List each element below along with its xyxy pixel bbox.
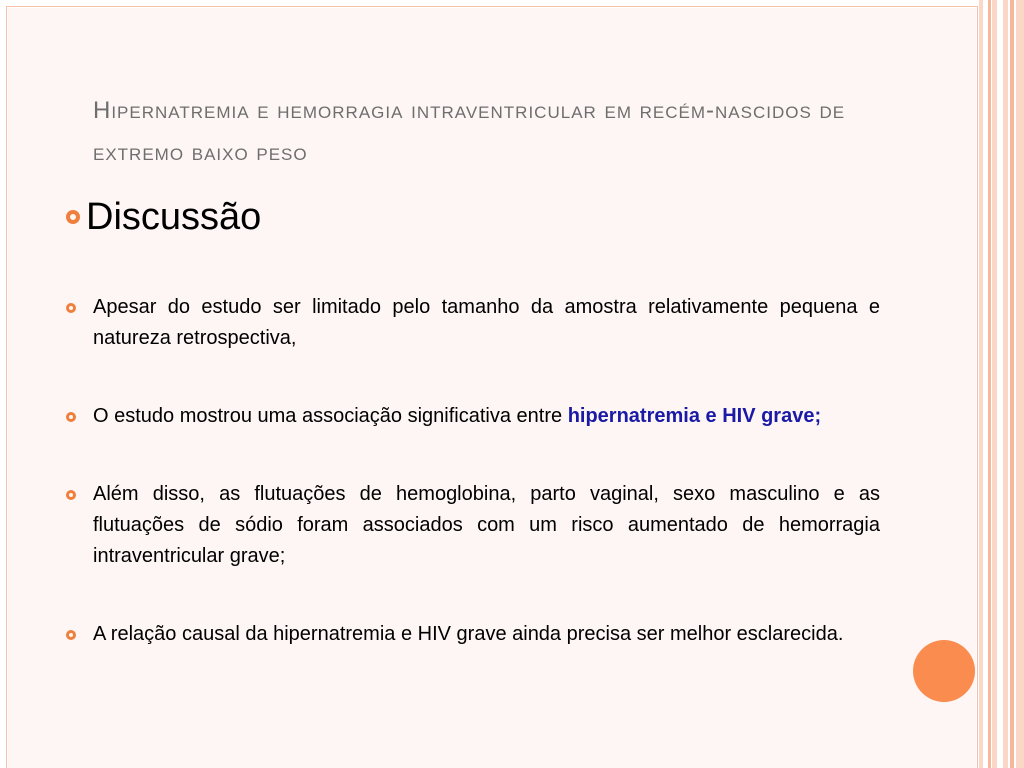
- section-heading-text: Discussão: [86, 196, 262, 238]
- list-item-text: Apesar do estudo ser limitado pelo tamanho da amostra relativamente pequena e natureza retrospectiva,: [93, 296, 880, 349]
- list-item-text: O estudo mostrou uma associação significativa entre: [93, 405, 568, 427]
- decorative-stripe: [992, 0, 997, 768]
- ring-bullet-icon: [66, 303, 76, 313]
- list-item: [66, 479, 880, 572]
- decorative-circle: [913, 640, 975, 702]
- bullet-list: [66, 292, 880, 650]
- decorative-stripe: [979, 0, 983, 768]
- ring-bullet-icon: [66, 490, 76, 500]
- highlighted-text: hipernatremia e HIV grave;: [567, 405, 822, 427]
- ring-bullet-icon: [66, 412, 76, 422]
- ring-bullet-icon: [66, 630, 76, 640]
- list-item-text: Além disso, as flutuações de hemoglobina, parto vaginal, sexo masculino e as flutuações de sódio foram associados com um risco aumentado de hemorragia intraventricular grave;: [93, 483, 880, 567]
- decorative-stripe: [1010, 0, 1014, 768]
- list-item: [66, 401, 880, 432]
- decorative-stripe: [1003, 0, 1008, 768]
- ring-bullet-icon: [66, 210, 80, 224]
- list-item: [66, 619, 880, 650]
- decorative-stripe: [988, 0, 991, 768]
- list-item-text: A relação causal da hipernatremia e HIV grave ainda precisa ser melhor esclarecida.: [93, 623, 844, 645]
- section-heading: [66, 192, 261, 242]
- list-item: [66, 292, 880, 354]
- decorative-stripe: [1016, 0, 1024, 768]
- slide-title: Hipernatremia e hemorragia intraventricular em recém-nascidos de extremo baixo peso: [93, 97, 846, 166]
